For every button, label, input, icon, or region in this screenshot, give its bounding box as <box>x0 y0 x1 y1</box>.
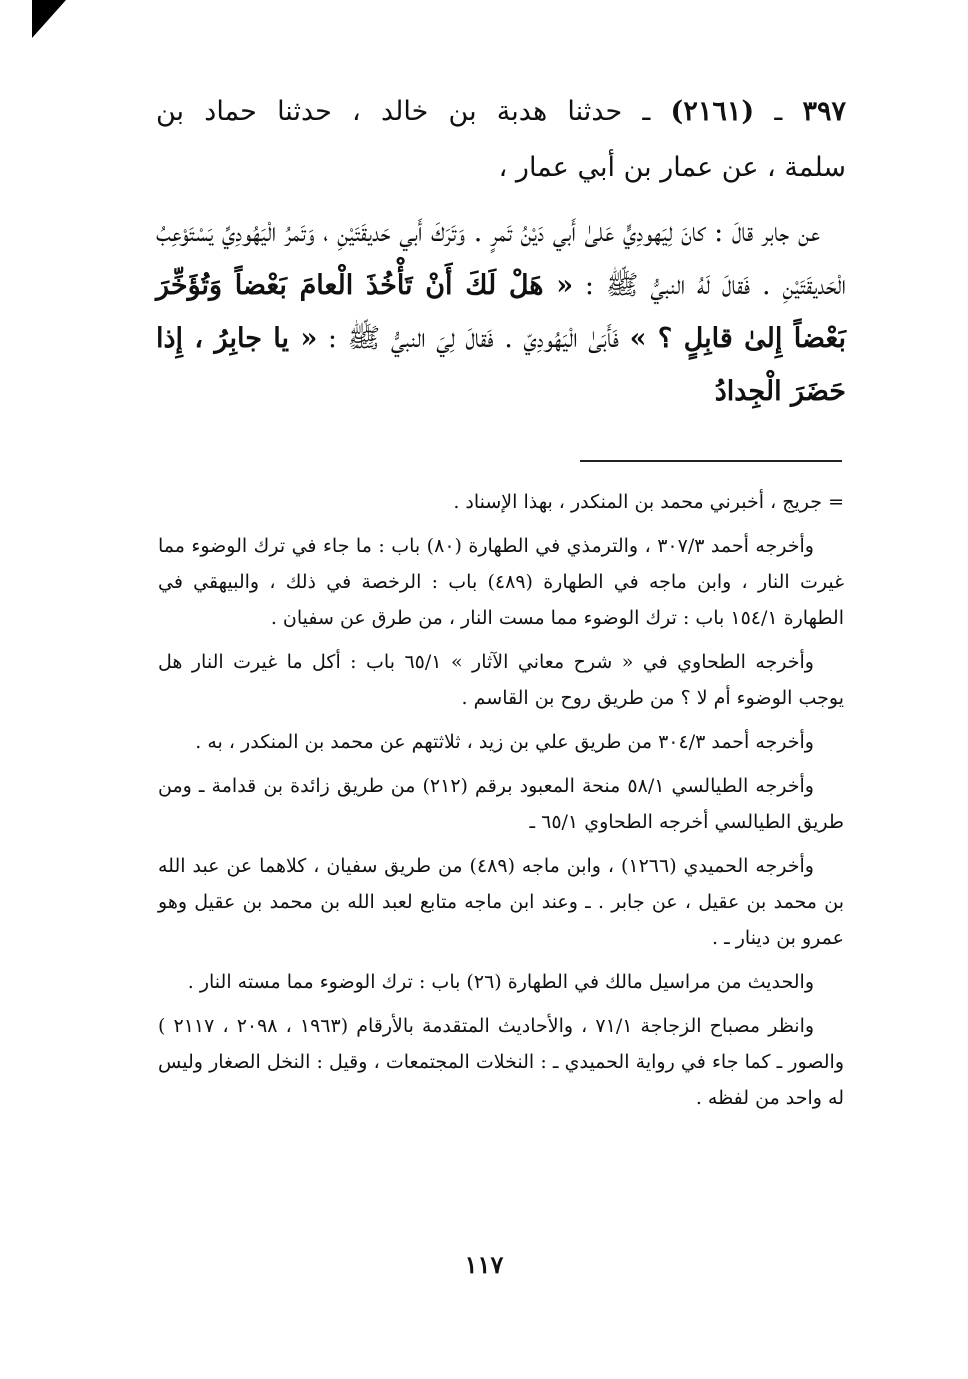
footnote-paragraph-1: = جريج ، أخبرني محمد بن المنكدر ، بهذا الإسناد . <box>453 491 844 513</box>
corner-crop-mark <box>32 0 66 38</box>
isnad-text-1: حدثنا هدبة بن خالد ، حدثنا حماد بن <box>156 96 623 127</box>
hadith-isnad <box>156 84 846 196</box>
original-reference-number: (٢١٦١) <box>670 96 755 127</box>
footnote-paragraph-2: وأخرجه أحمد ٣٠٧/٣ ، والترمذي في الطهارة (٨٠) باب : ما جاء في ترك الوضوء مما غيرت النار ، وابن ماجه في الطهارة (٤٨٩) باب : الرخصة في ذلك ، والبيهقي في الطهارة ١٥٤/١ باب : ترك الوضوء مما مست النار ، من طرق عن سفيان . <box>158 535 844 629</box>
footnote-paragraph-3: وأخرجه الطحاوي في « شرح معاني الآثار » ٦٥/١ باب : أكل ما غيرت النار هل يوجب الوضوء أم لا ؟ من طريق روح بن القاسم . <box>158 651 844 709</box>
footnotes <box>158 484 844 1124</box>
matn-prophet-speech-2: « يا جابِرُ ، إِذا حَضَرَ الْجِدادُ <box>156 323 846 407</box>
footnote-paragraph-8: وانظر مصباح الزجاجة ٧١/١ ، والأحاديث المتقدمة بالأرقام (١٩٦٣ ، ٢٠٩٨ ، ٢١١٧ ) والصور ـ كما جاء في رواية الحميدي ـ : النخلات المجتمعات ، وقيل : النخل الصغار وليس له واحد من لفظه . <box>158 1015 844 1109</box>
matn-text-2: فَأَبَىٰ الْيَهُودِيّ . فَقالَ لِيَ النبيُّ ﷺ : <box>327 323 620 354</box>
isnad-line-2: سلمة ، عن عمار بن أبي عمار ، <box>498 152 846 183</box>
hadith-number: ٣٩٧ <box>802 96 846 127</box>
page-number: ١١٧ <box>464 1250 504 1279</box>
footnote-paragraph-4: وأخرجه أحمد ٣٠٤/٣ من طريق علي بن زيد ، ثلاثتهم عن محمد بن المنكدر ، به . <box>195 731 814 753</box>
footnote-separator <box>580 460 842 462</box>
matn-prophet-speech-1: « هَلْ لَكَ أَنْ تَأْخُذَ الْعامَ بَعْضاً وَتُؤَخِّرَ بَعْضاً إِلىٰ قابِلٍ ؟ » <box>156 270 846 354</box>
main-text-block <box>156 84 846 418</box>
isnad-line-1: ٣٩٧ ـ (٢١٦١) ـ حدثنا هدبة بن خالد ، حدثنا حماد بن <box>156 96 846 127</box>
hadith-matn <box>156 206 846 418</box>
matn-text-1: عن جابر قالَ : كانَ لِيَهودِيٍّ عَلىٰ أَبي دَيْنُ تَمرٍ . وَتَرَكَ أَبي حَديقَتَيْنِ ، وَتَمرُ الْيَهُودِيِّ يَسْتَوْعِبُ الْحَديقَتَيْنِ . فَقالَ لَهُ النبيُّ ﷺ : <box>156 217 846 301</box>
footnote-paragraph-7: والحديث من مراسيل مالك في الطهارة (٢٦) باب : ترك الوضوء مما مسته النار . <box>187 971 814 993</box>
footnote-paragraph-5: وأخرجه الطيالسي ٥٨/١ منحة المعبود برقم (٢١٢) من طريق زائدة بن قدامة ـ ومن طريق الطيالسي أخرجه الطحاوي ٦٥/١ ـ <box>158 775 844 833</box>
footnote-paragraph-6: وأخرجه الحميدي (١٢٦٦) ، وابن ماجه (٤٨٩) من طريق سفيان ، كلاهما عن عبد الله بن محمد بن عقيل ، عن جابر . ـ وعند ابن ماجه متابع لعبد الله بن محمد بن عقيل وهو عمرو بن دينار ـ . <box>158 855 844 949</box>
